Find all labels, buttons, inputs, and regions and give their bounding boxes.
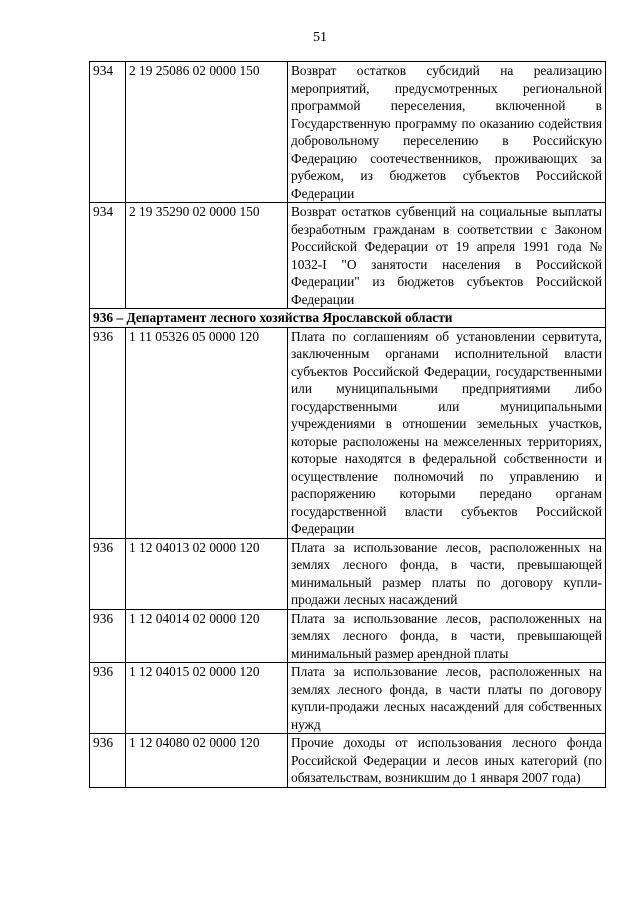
budget-code-cell: 1 12 04080 02 0000 120	[126, 734, 288, 788]
budget-code-cell: 1 12 04013 02 0000 120	[126, 538, 288, 609]
section-title: 936 – Департамент лесного хозяйства Ярославской области	[90, 309, 606, 328]
income-name-cell: Прочие доходы от использования лесного фонда Российской Федерации и лесов иных категорий (по обязательствам, возникшим до 1 января 2007 года)	[288, 734, 606, 788]
admin-code-cell: 936	[90, 538, 126, 609]
table-row	[90, 538, 606, 609]
budget-code-cell: 1 12 04015 02 0000 120	[126, 663, 288, 734]
table-row	[90, 734, 606, 788]
admin-code-cell: 936	[90, 327, 126, 538]
income-name-cell: Плата за использование лесов, расположенных на землях лесного фонда, в части, превышающей минимальный размер арендной платы	[288, 609, 606, 663]
admin-code-cell: 936	[90, 663, 126, 734]
table-row	[90, 663, 606, 734]
table-row	[90, 203, 606, 309]
income-name-cell: Возврат остатков субвенций на социальные выплаты безработным гражданам в соответствии с Законом Российской Федерации от 19 апреля 1991 года № 1032-I "О занятости населения в Российской Федерации" из бюджетов субъектов Российской Федерации	[288, 203, 606, 309]
page-number: 51	[313, 30, 327, 45]
income-name-cell: Плата по соглашениям об установлении сервитута, заключенным органами исполнительной власти субъектов Российской Федерации, государственными или муниципальными предприятиями либо государственными или муниципальными учреждениями в отношении земельных участков, которые расположены на межселенных территориях, которые находятся в федеральной собственности и осуществление полномочий по управлению и распоряжению которыми передано органам государственной власти субъектов Российской Федерации	[288, 327, 606, 538]
budget-code-cell: 1 12 04014 02 0000 120	[126, 609, 288, 663]
budget-code-cell: 2 19 35290 02 0000 150	[126, 203, 288, 309]
admin-code-cell: 936	[90, 609, 126, 663]
admin-code-cell: 934	[90, 203, 126, 309]
budget-codes-table	[89, 61, 606, 788]
table-row	[90, 609, 606, 663]
table-row	[90, 327, 606, 538]
income-name-cell: Плата за использование лесов, расположенных на землях лесного фонда, в части, превышающей минимальный размер платы по договору купли-продажи лесных насаждений	[288, 538, 606, 609]
income-name-cell: Возврат остатков субсидий на реализацию мероприятий, предусмотренных региональной программой переселения, включенной в Государственную программу по оказанию содействия добровольному переселению в Российскую Федерацию соотечественников, проживающих за рубежом, из бюджетов субъектов Российской Федерации	[288, 62, 606, 203]
budget-code-cell: 1 11 05326 05 0000 120	[126, 327, 288, 538]
section-header-row	[90, 309, 606, 328]
table-row	[90, 62, 606, 203]
admin-code-cell: 934	[90, 62, 126, 203]
budget-code-cell: 2 19 25086 02 0000 150	[126, 62, 288, 203]
admin-code-cell: 936	[90, 734, 126, 788]
income-name-cell: Плата за использование лесов, расположенных на землях лесного фонда, в части платы по договору купли-продажи лесных насаждений для собственных нужд	[288, 663, 606, 734]
